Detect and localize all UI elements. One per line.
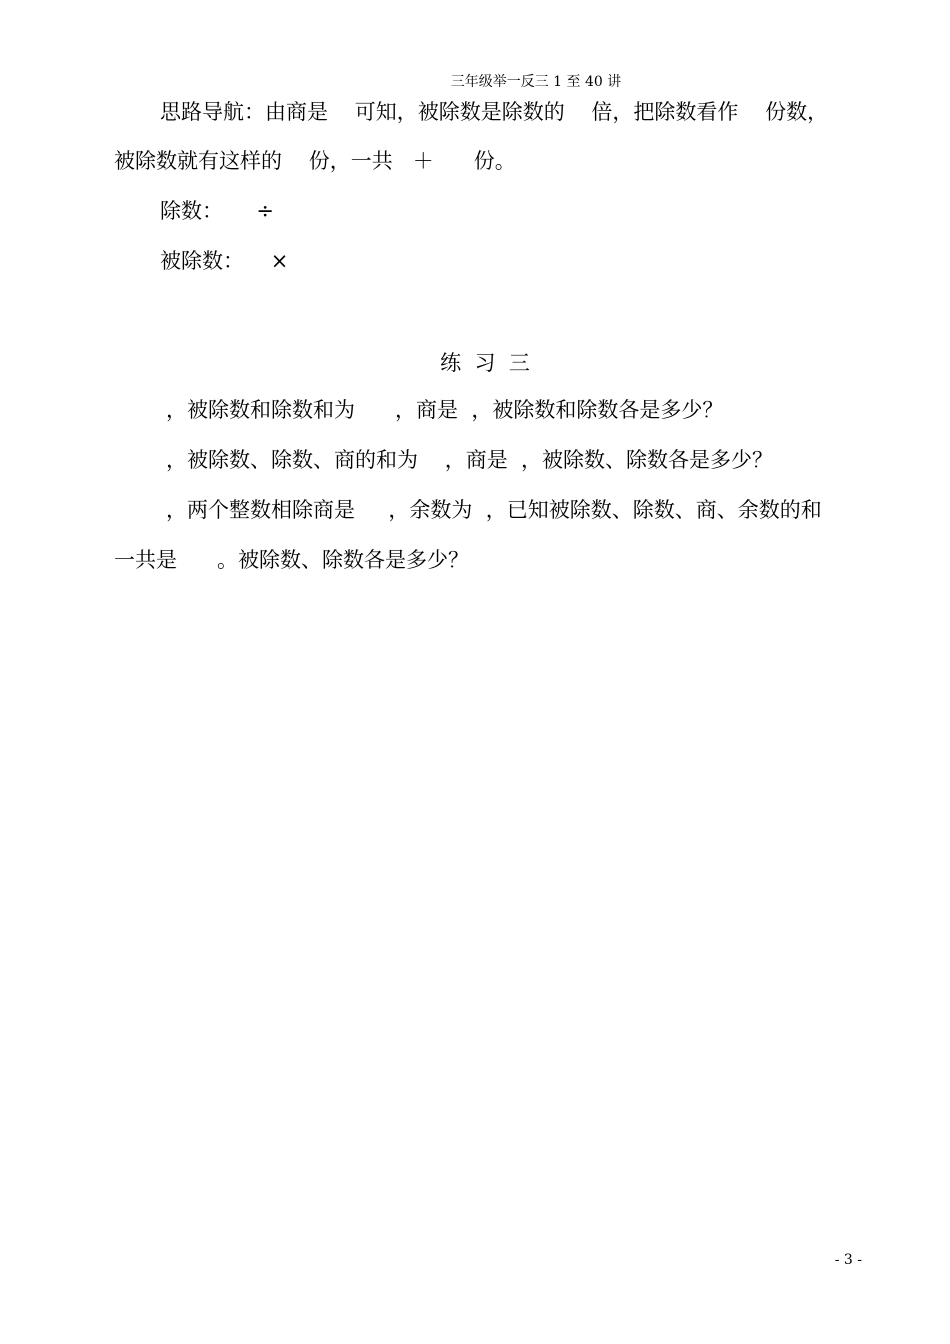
hint-line-2: 被除数就有这样的 份，一共 ＋ 份。 [114, 149, 516, 173]
page-number: - 3 - [834, 1252, 862, 1268]
exercise-2: ，被除数、除数、商的和为 ，商是 ，被除数、除数各是多少？ [166, 448, 774, 472]
exercise-3-line-1: ，两个整数相除商是 ，余数为 ，已知被除数、除数、商、余数的和 [166, 498, 822, 522]
page-header: 三年级举一反三 1 至 40 讲 [450, 74, 622, 90]
exercise-3-line-2: 一共是 。被除数、除数各是多少？ [114, 548, 470, 572]
exercise-1: ，被除数和除数和为 ，商是 ，被除数和除数各是多少？ [166, 398, 724, 422]
hint-line-1: 思路导航：由商是 可知，被除数是除数的 倍，把除数看作 份数， [160, 100, 829, 124]
section-title: 练 习 三 [440, 351, 530, 375]
divisor-line: 除数： ÷ [160, 199, 274, 223]
dividend-line: 被除数： × [160, 249, 289, 273]
